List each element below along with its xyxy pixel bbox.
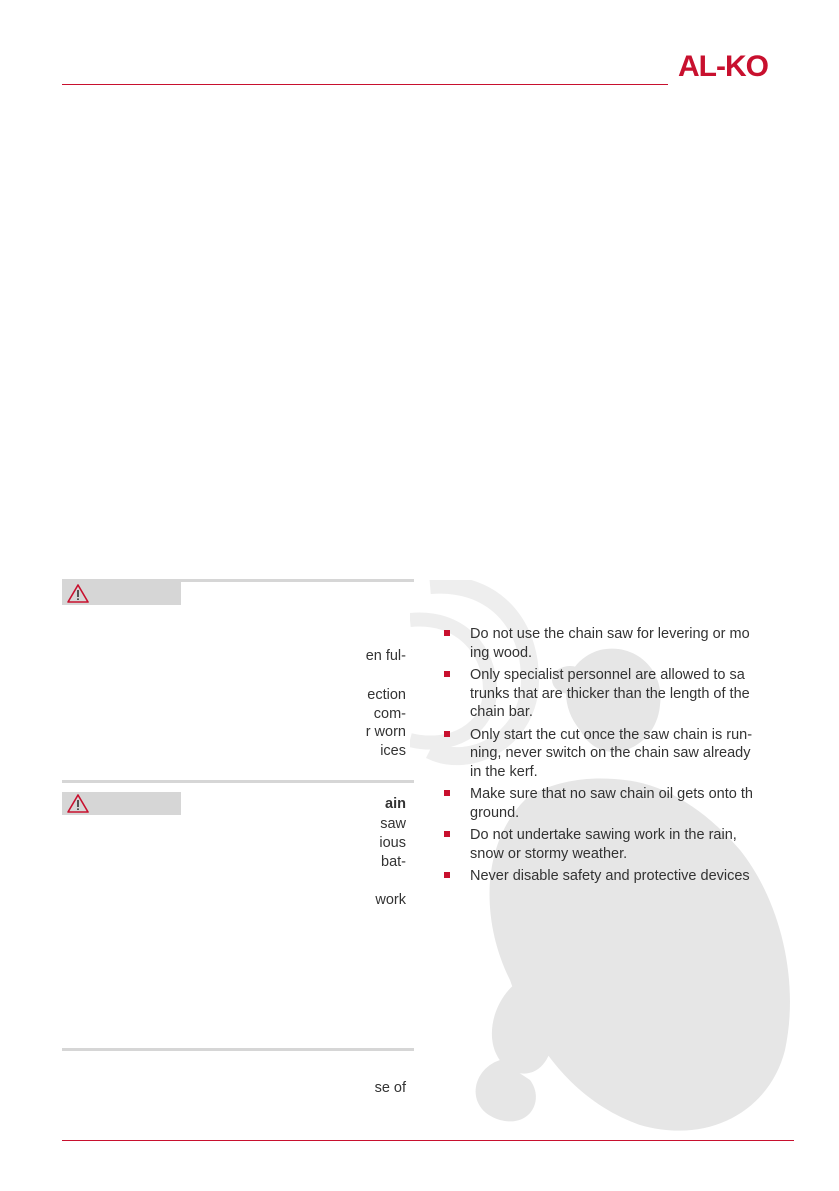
alko-logo xyxy=(676,50,796,80)
bullet-square-icon xyxy=(444,790,450,796)
bullet-square-icon xyxy=(444,831,450,837)
list-item-line: in the kerf. xyxy=(470,763,538,780)
list-item xyxy=(442,666,787,722)
list-item-line: snow or stormy weather. xyxy=(470,845,628,862)
warning-text-fragment: ious xyxy=(379,835,406,851)
list-item-line: Never disable safety and protective devices xyxy=(470,868,750,884)
list-item-line: Make sure that no saw chain oil gets onto th xyxy=(470,786,753,802)
warning-text-fragment: r worn xyxy=(365,724,406,740)
list-item xyxy=(442,826,787,863)
warning-text-fragment: en ful- xyxy=(365,648,406,664)
bullet-square-icon xyxy=(444,671,450,677)
list-item-line: trunks that are thicker than the length of the xyxy=(470,685,750,702)
warning-label-box xyxy=(62,582,181,605)
section-text-fragment: se of xyxy=(374,1080,406,1096)
warning-label-box xyxy=(62,792,181,815)
list-item-line: ground. xyxy=(470,804,520,821)
footer-rule xyxy=(62,1140,794,1141)
warning-triangle-icon xyxy=(67,794,89,813)
list-item-line: ning, never switch on the chain saw already xyxy=(470,745,751,761)
section-separator xyxy=(62,780,414,783)
warning-text-fragment: ices xyxy=(380,743,406,759)
header-rule xyxy=(62,84,668,85)
list-item-line: Do not undertake sawing work in the rain, xyxy=(470,827,737,843)
list-item xyxy=(442,625,787,662)
warning-heading-fragment: ain xyxy=(385,796,406,812)
warning-text-fragment: saw xyxy=(380,816,406,832)
bullet-square-icon xyxy=(444,731,450,737)
list-item xyxy=(442,726,787,782)
svg-text:AL-KO: AL-KO xyxy=(678,50,768,80)
list-item-line: Only start the cut once the saw chain is run- xyxy=(470,726,753,743)
bullet-square-icon xyxy=(444,630,450,636)
warning-text-fragment: bat- xyxy=(381,854,406,870)
list-item-line: Only specialist personnel are allowed to sa xyxy=(470,667,745,683)
bullet-square-icon xyxy=(444,872,450,878)
warning-text-fragment: ection xyxy=(367,687,406,703)
list-item-line: Do not use the chain saw for levering or mo xyxy=(470,626,750,642)
list-item-line: chain bar. xyxy=(470,704,533,720)
warning-text-fragment: com- xyxy=(373,706,406,722)
list-item xyxy=(442,867,787,886)
list-item xyxy=(442,785,787,822)
warning-triangle-icon xyxy=(67,584,89,603)
safety-instructions-list xyxy=(442,625,787,890)
section-separator xyxy=(62,1048,414,1051)
list-item-line: ing wood. xyxy=(470,644,533,661)
warning-text-fragment: work xyxy=(375,892,406,908)
